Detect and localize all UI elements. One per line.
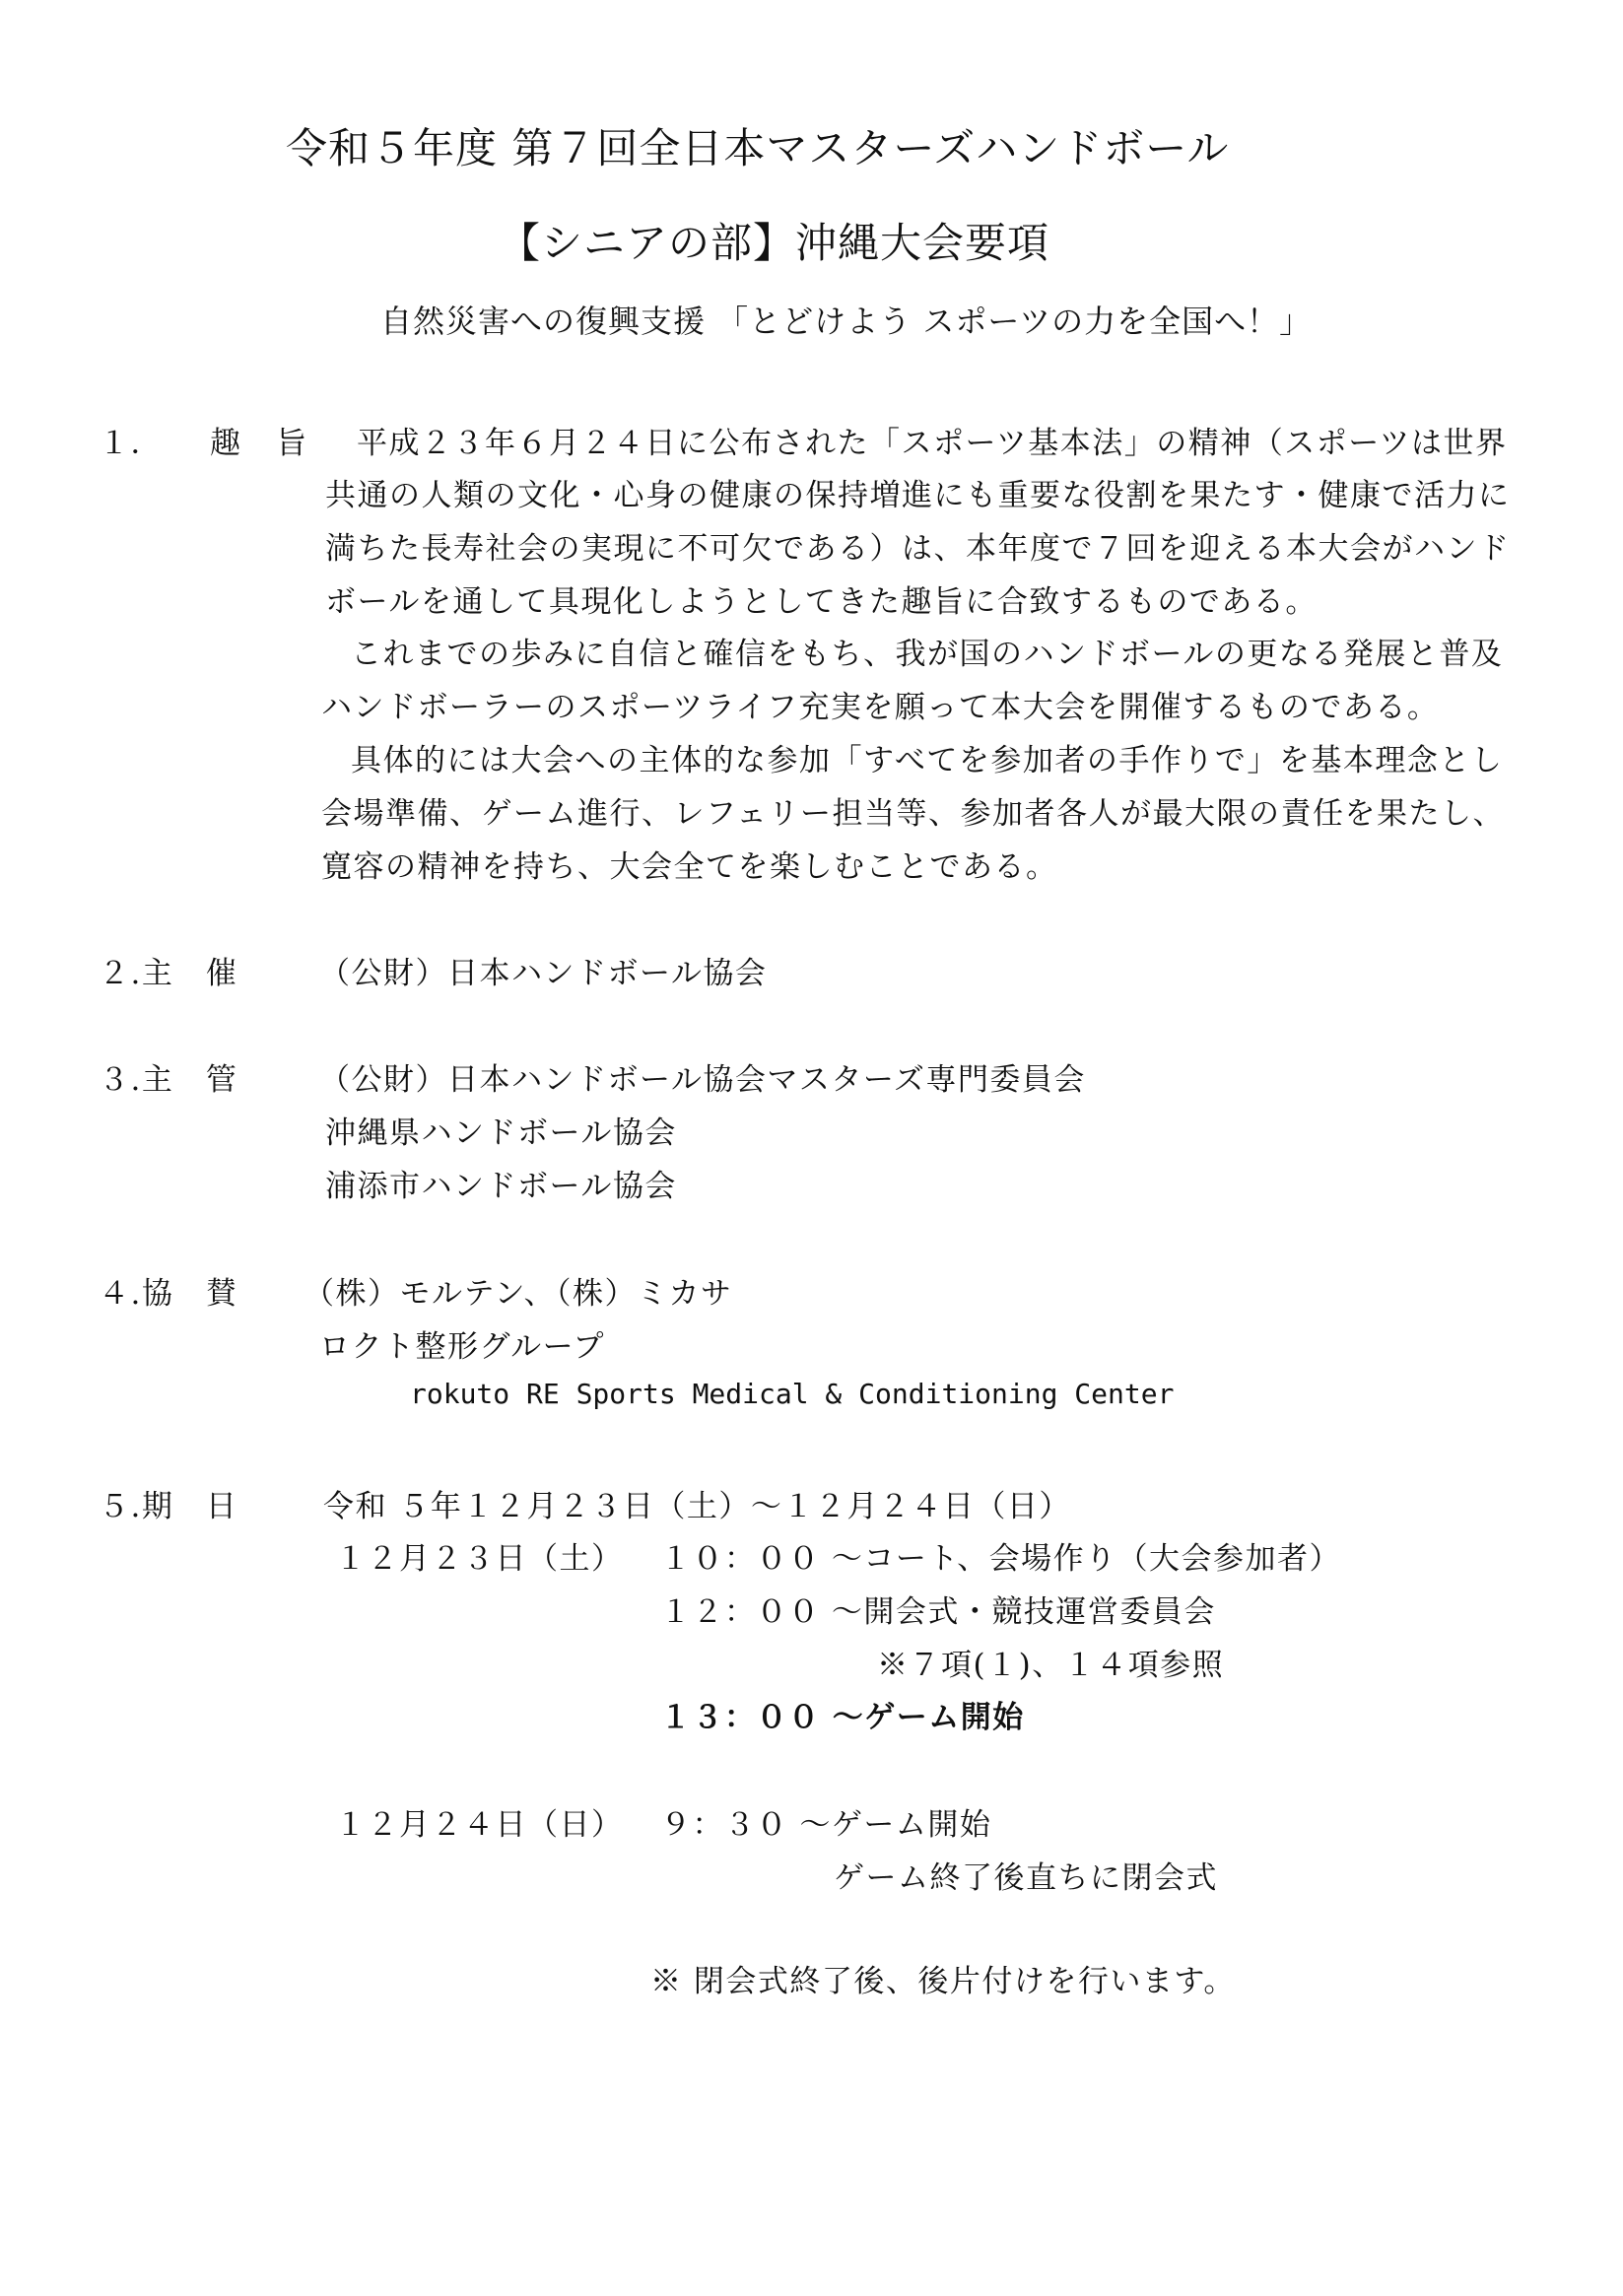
page-title-secondary: 【シニアの部】沖縄大会要項 [499,219,1050,267]
section-label: ２.主 催 [99,956,238,991]
section-label: ５.期 日 [99,1489,238,1524]
schedule-item: １０：００ ～コート、会場作り（大会参加者） [660,1541,1342,1577]
paragraph-line: ハンドボーラーのスポーツライフ充実を願って本大会を開催するものである。 [321,690,1440,725]
section-value: （株）モルテン、（株）ミカサ [304,1276,733,1312]
page-title: 令和５年度 第７回全日本マスターズハンドボール [286,124,1230,172]
event-period: 令和 ５年１２月２３日（土）～１２月２４日（日） [323,1489,1071,1524]
schedule-item: ９：３０ ～ゲーム開始 [660,1807,992,1843]
section-label: 趣 [210,426,242,461]
sponsor-english-name: rokuto RE Sports Medical & Conditioning Center [410,1378,1175,1410]
day1-date: １２月２３日（土） [335,1541,624,1577]
schedule-note: ※７項(１)、１４項参照 [877,1648,1225,1683]
section-label: ３.主 管 [99,1062,238,1098]
section-label: 旨 [276,426,308,461]
schedule-item-game-start: １３：００ ～ゲーム開始 [660,1700,1025,1735]
paragraph-line: 具体的には大会への主体的な参加「すべてを参加者の手作りで」を基本理念とし [351,743,1504,778]
paragraph-line: ボールを通して具現化しようとしてきた趣旨に合致するものである。 [325,584,1318,620]
paragraph-line: 寛容の精神を持ち、大会全てを楽しむことである。 [321,849,1058,885]
section-label: ４.協 賛 [99,1276,238,1312]
section-value: 浦添市ハンドボール協会 [325,1169,677,1204]
section-number: １． [99,426,163,461]
schedule-item: １２：００ ～開会式・競技運営委員会 [660,1594,1216,1630]
page-subtitle: 自然災害への復興支援 「とどけよう スポーツの力を全国へ！」 [380,303,1313,340]
day2-date: １２月２４日（日） [335,1807,624,1843]
paragraph-line: 共通の人類の文化・心身の健康の保持増進にも重要な役割を果たす・健康で活力に [325,478,1511,513]
paragraph-line: 満ちた長寿社会の実現に不可欠である）は、本年度で７回を迎える本大会がハンド [325,531,1511,567]
paragraph-line: 会場準備、ゲーム進行、レフェリー担当等、参加者各人が最大限の責任を果たし、 [321,796,1505,832]
cleanup-note: ※ 閉会式終了後、後片付けを行います。 [650,1964,1236,1999]
paragraph-line: これまでの歩みに自信と確信をもち、我が国のハンドボールの更なる発展と普及 [351,637,1504,672]
schedule-item: ゲーム終了後直ちに閉会式 [834,1860,1218,1896]
section-value: ロクト整形グループ [319,1329,606,1365]
section-value: （公財）日本ハンドボール協会マスターズ専門委員会 [319,1062,1086,1098]
section-value: （公財）日本ハンドボール協会 [319,956,768,991]
section-value: 沖縄県ハンドボール協会 [325,1115,677,1151]
paragraph-line: 平成２３年６月２４日に公布された「スポーツ基本法」の精神（スポーツは世界 [357,426,1508,461]
